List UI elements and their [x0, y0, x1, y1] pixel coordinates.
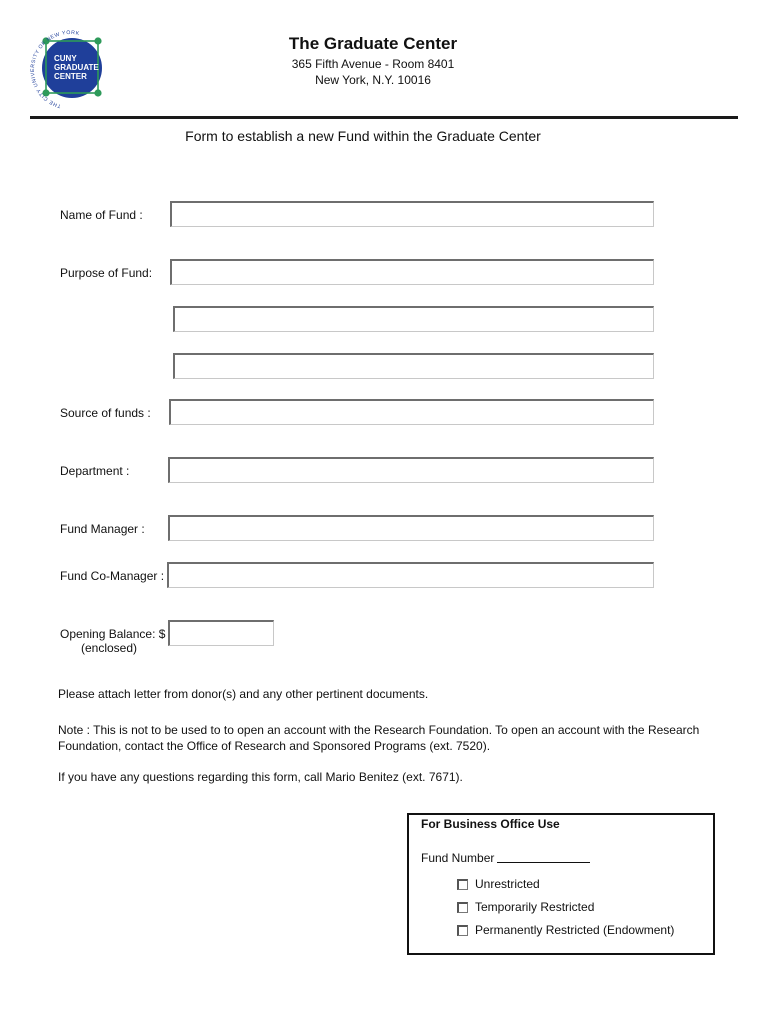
name-of-fund-label: Name of Fund : [60, 208, 143, 222]
name-of-fund-input[interactable] [170, 201, 654, 227]
header-divider [30, 116, 738, 119]
permanently-restricted-checkbox[interactable] [457, 925, 468, 936]
business-office-box [407, 813, 715, 955]
unrestricted-label: Unrestricted [475, 877, 540, 891]
fund-co-manager-label: Fund Co-Manager : [60, 569, 165, 583]
temporarily-restricted-checkbox[interactable] [457, 902, 468, 913]
temporarily-restricted-label: Temporarily Restricted [475, 900, 595, 914]
cuny-logo [30, 28, 110, 116]
source-of-funds-input[interactable] [169, 399, 654, 425]
fund-number-line[interactable] [497, 862, 590, 863]
attach-instruction: Please attach letter from donor(s) and any other pertinent documents. [58, 687, 429, 701]
opening-balance-label: Opening Balance: $ [60, 627, 166, 641]
opening-balance-input[interactable] [168, 620, 274, 646]
business-office-title: For Business Office Use [421, 817, 560, 831]
purpose-of-fund-label: Purpose of Fund: [60, 266, 153, 280]
permanently-restricted-label: Permanently Restricted (Endowment) [475, 923, 675, 937]
institution-title: The Graduate Center [288, 34, 458, 53]
logo-text-line1: CUNY [54, 54, 77, 63]
fund-manager-label: Fund Manager : [60, 522, 145, 536]
opening-balance-sublabel: (enclosed) [81, 641, 138, 655]
fund-number-label: Fund Number [421, 851, 495, 865]
purpose-of-fund-input-line3[interactable] [173, 353, 654, 379]
department-input[interactable] [168, 457, 654, 483]
questions-contact: If you have any questions regarding this form, call Mario Benitez (ext. 7671). [58, 770, 463, 784]
form-title: Form to establish a new Fund within the Graduate Center [185, 128, 541, 144]
address-line-1: 365 Fifth Avenue - Room 8401 [291, 57, 455, 71]
purpose-of-fund-input-line2[interactable] [173, 306, 654, 332]
fund-manager-input[interactable] [168, 515, 654, 541]
fund-co-manager-input[interactable] [167, 562, 654, 588]
logo-text-line3: CENTER [54, 72, 87, 81]
logo-text-line2: GRADUATE [54, 63, 99, 72]
address-line-2: New York, N.Y. 10016 [315, 73, 431, 87]
research-foundation-note: Note : This is not to be used to to open an account with the Research Foundation. To open an account with the Research Foundation, contact the Office of Research and Sponsored Programs (ext. 7520). [58, 723, 700, 753]
source-of-funds-label: Source of funds : [60, 406, 151, 420]
purpose-of-fund-input[interactable] [170, 259, 654, 285]
logo-ring-text: THE CITY UNIVERSITY OF NEW YORK [30, 29, 81, 109]
department-label: Department : [60, 464, 130, 478]
unrestricted-checkbox[interactable] [457, 879, 468, 890]
